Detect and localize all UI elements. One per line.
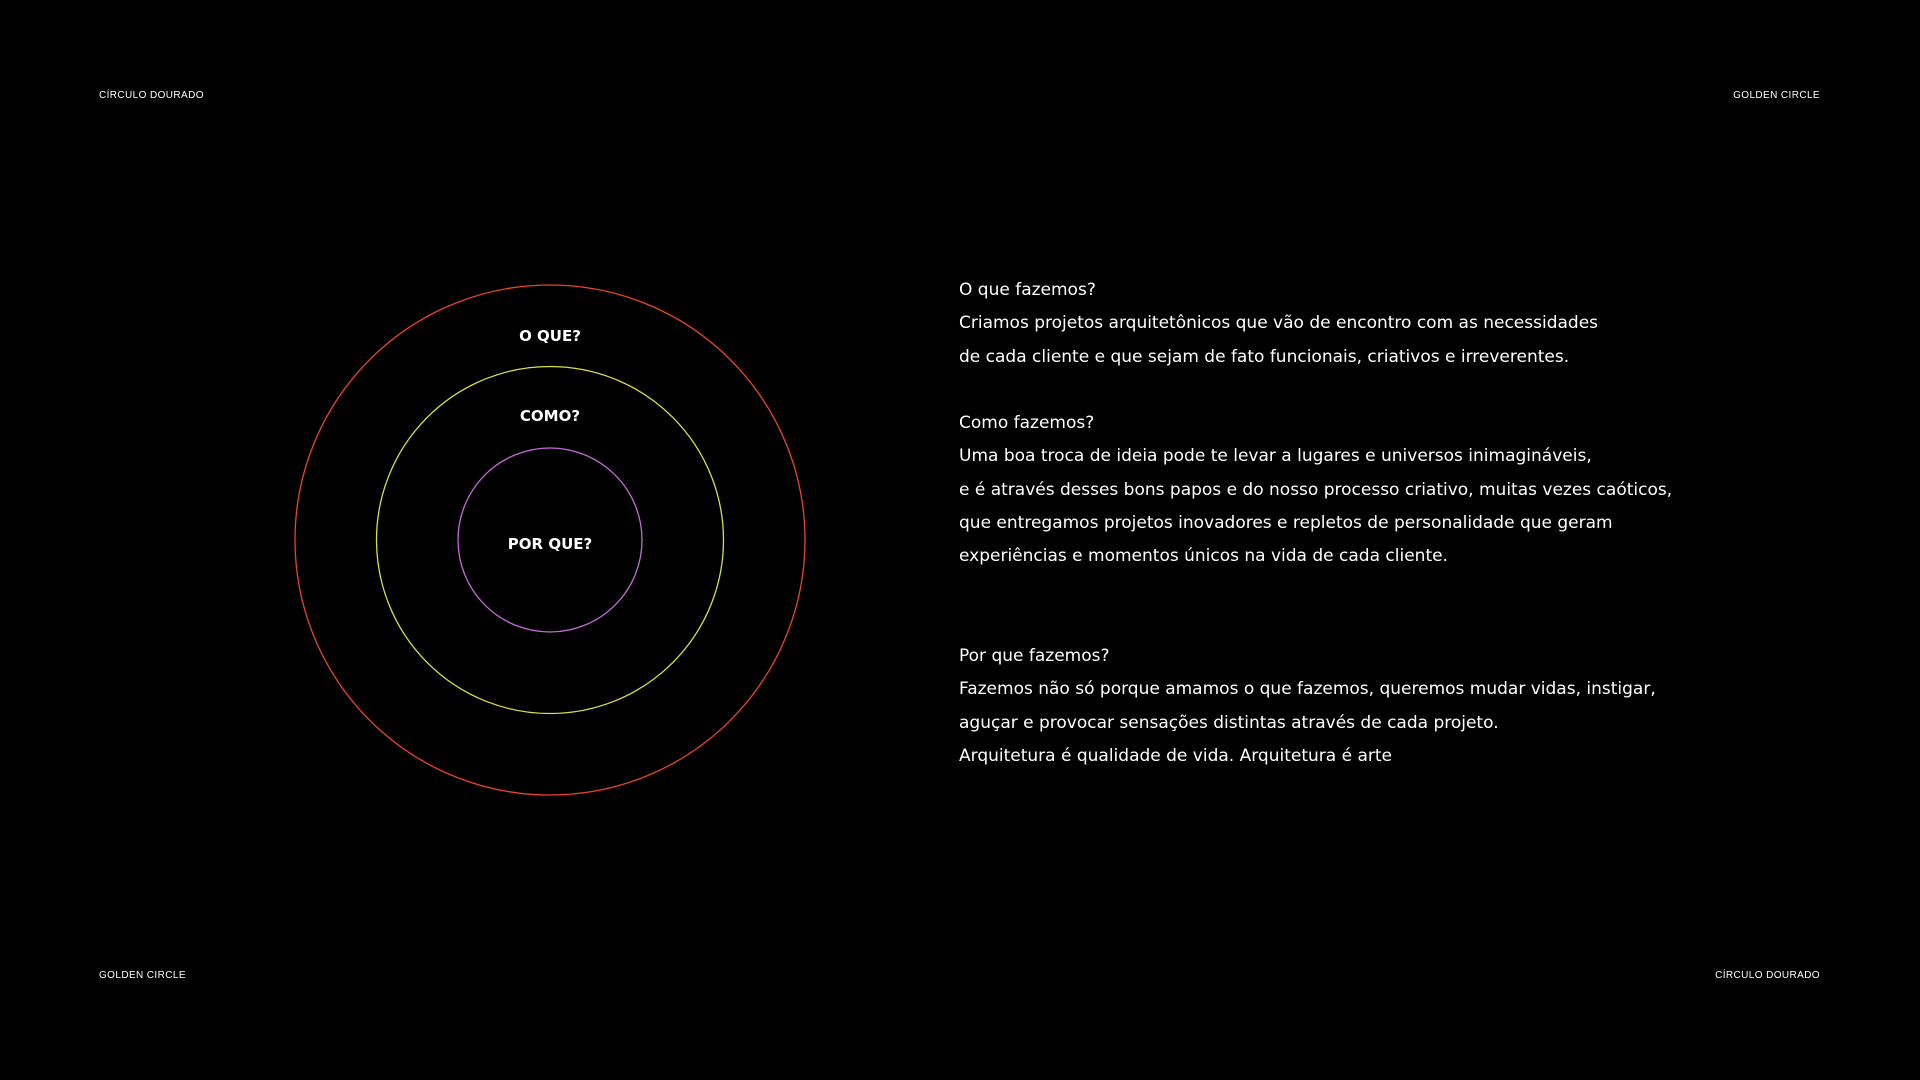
section-why-heading: Por que fazemos?	[959, 646, 1110, 667]
section-how-heading: Como fazemos?	[959, 413, 1095, 434]
golden-circle-diagram	[290, 280, 810, 800]
section-how-line: experiências e momentos únicos na vida de cada cliente.	[959, 546, 1448, 567]
section-what-line: Criamos projetos arquitetônicos que vão de encontro com as necessidades	[959, 313, 1599, 334]
description-column	[959, 274, 1759, 773]
middle-ring-label: COMO?	[519, 407, 581, 425]
section-why-line: aguçar e provocar sensações distintas através de cada projeto.	[959, 712, 1499, 733]
inner-ring-label: POR QUE?	[507, 535, 593, 553]
corner-label-bottom-right: CÍRCULO DOURADO	[1715, 970, 1820, 981]
section-why	[959, 640, 1759, 773]
corner-label-bottom-left: GOLDEN CIRCLE	[99, 970, 186, 981]
section-what-line: de cada cliente e que sejam de fato funcionais, criativos e irreverentes.	[959, 346, 1570, 367]
section-how-line: e é através desses bons papos e do nosso processo criativo, muitas vezes caóticos,	[959, 479, 1673, 500]
section-why-line: Arquitetura é qualidade de vida. Arquitetura é arte	[959, 745, 1392, 766]
corner-label-top-right: GOLDEN CIRCLE	[1733, 90, 1820, 101]
section-what	[959, 274, 1759, 374]
section-how	[959, 407, 1759, 573]
outer-ring-label: O QUE?	[519, 327, 581, 345]
section-what-heading: O que fazemos?	[959, 280, 1096, 300]
section-how-line: que entregamos projetos inovadores e repletos de personalidade que geram	[959, 513, 1613, 534]
corner-label-top-left: CÍRCULO DOURADO	[99, 90, 204, 101]
section-why-line: Fazemos não só porque amamos o que fazemos, queremos mudar vidas, instigar,	[959, 679, 1656, 700]
section-how-line: Uma boa troca de ideia pode te levar a lugares e universos inimagináveis,	[959, 446, 1592, 467]
golden-circle-svg	[290, 280, 810, 800]
